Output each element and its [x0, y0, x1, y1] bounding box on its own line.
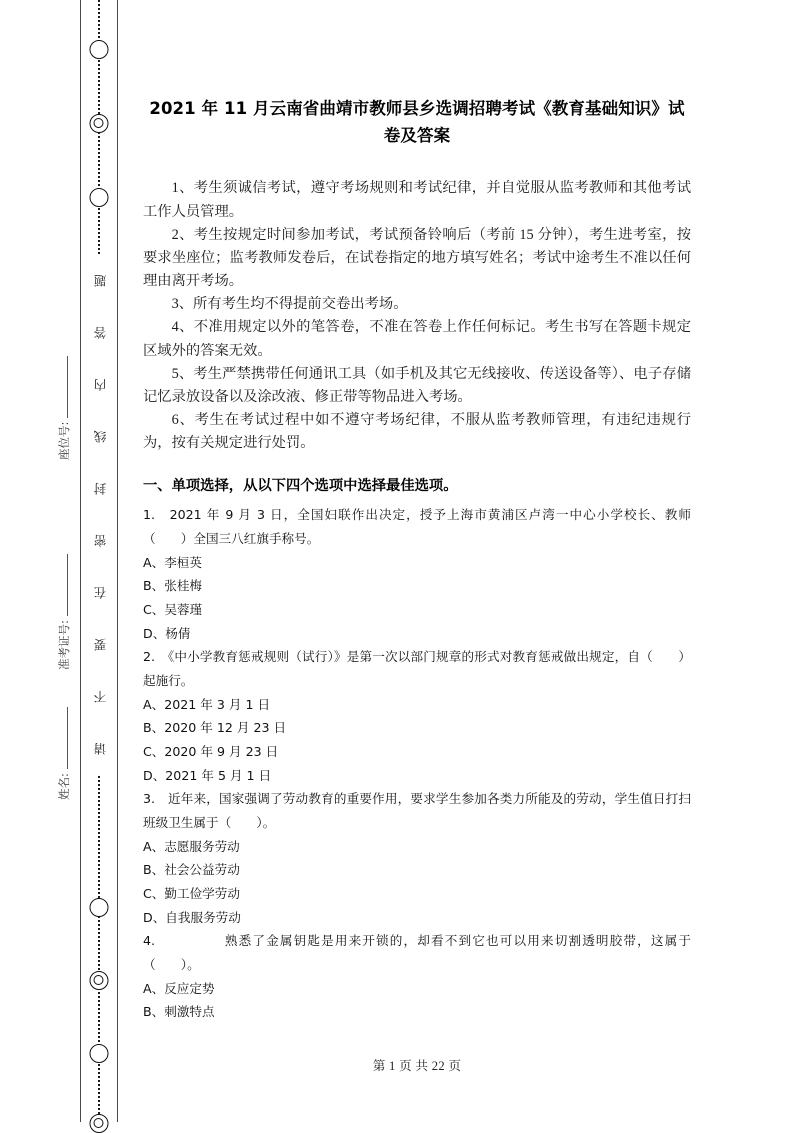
instruction-item: 2、考生按规定时间参加考试，考试预备铃响后（考前 15 分钟），考生进考室，按要求坐座位；监考教师发卷后，在试卷指定的地方填写姓名；考试中途考生不准以任何理由离开考场。	[143, 226, 691, 290]
question-option[interactable]: B、2020 年 12 月 23 日	[143, 720, 287, 736]
seal-char: 请	[89, 722, 111, 774]
exam-instructions	[143, 177, 691, 455]
question-item	[143, 929, 691, 1024]
question-option[interactable]: A、2021 年 3 月 1 日	[143, 696, 271, 712]
question-option[interactable]: B、张桂梅	[143, 578, 203, 594]
seal-character-stack	[81, 254, 119, 774]
info-field-label: 姓名:	[57, 773, 71, 800]
question-item	[143, 503, 691, 645]
question-option[interactable]: B、刺激特点	[143, 1004, 215, 1020]
seal-char: 题	[89, 254, 111, 306]
section-heading-single-choice: 一、单项选择，从以下四个选项中选择最佳选项。	[143, 478, 458, 495]
seal-binding-column	[80, 0, 118, 1122]
instruction-item: 4、不准用规定以外的笔答卷，不准在答卷上作任何标记。考生书写在答题卡规定区域外的答案无效。	[143, 319, 691, 359]
seal-ring-single	[90, 1044, 109, 1063]
document-body	[143, 0, 691, 1024]
question-option[interactable]: C、2020 年 9 月 23 日	[143, 743, 279, 759]
seal-ring-double	[90, 971, 109, 990]
question-stem: 1. 2021 年 9 月 3 日，全国妇联作出决定，授予上海市黄浦区卢湾一中心小学校长、教师（ ）全国三八红旗手称号。	[143, 507, 691, 546]
seal-ring-double	[90, 114, 109, 133]
instruction-item: 6、考生在考试过程中如不遵守考场纪律，不服从监考教师管理，有违纪违规行为，按有关规定进行处罚。	[143, 412, 691, 452]
info-field-rule[interactable]	[66, 356, 68, 418]
seal-char: 内	[89, 358, 111, 410]
question-option[interactable]: D、杨倩	[143, 625, 191, 641]
info-field-name	[56, 600, 72, 800]
seal-char: 答	[89, 306, 111, 358]
question-option[interactable]: A、反应定势	[143, 980, 215, 996]
question-stem: 2. 《中小学教育惩戒规则（试行）》是第一次以部门规章的形式对教育惩戒做出规定，自（ ）起施行。	[143, 649, 691, 688]
question-option[interactable]: C、勤工俭学劳动	[143, 885, 240, 901]
instruction-item: 5、考生严禁携带任何通讯工具（如手机及其它无线接收、传送设备等）、电子存储记忆录放设备以及涂改液、修正带等物品进入考场。	[143, 365, 691, 405]
info-field-label: 座位号:	[57, 421, 71, 460]
page-footer: 第 1 页 共 22 页	[372, 1059, 462, 1073]
question-stem: 4. 熟悉了金属钥匙是用来开锁的，却看不到它也可以用来切割透明胶带，这属于（ ）。	[143, 933, 691, 972]
seal-ring-double	[90, 1114, 109, 1133]
instruction-item: 3、所有考生均不得提前交卷出考场。	[171, 296, 408, 313]
seal-char: 密	[89, 514, 111, 566]
seal-char: 要	[89, 618, 111, 670]
question-stem: 3. 近年来，国家强调了劳动教育的重要作用，要求学生参加各类力所能及的劳动，学生值日打扫班级卫生属于（ ）。	[143, 791, 691, 830]
seal-char: 在	[89, 566, 111, 618]
question-option[interactable]: A、李桓英	[143, 554, 202, 570]
page-title: 2021 年 11 月云南省曲靖市教师县乡选调招聘考试《教育基础知识》试卷及答案	[149, 99, 685, 145]
instruction-item: 1、考生须诚信考试，遵守考场规则和考试纪律，并自觉服从监考教师和其他考试工作人员管理。	[143, 180, 691, 220]
question-option[interactable]: D、2021 年 5 月 1 日	[143, 767, 272, 783]
seal-char: 封	[89, 462, 111, 514]
question-item	[143, 645, 691, 787]
question-option[interactable]: A、志愿服务劳动	[143, 838, 240, 854]
seal-ring-single	[90, 188, 109, 207]
question-option[interactable]: D、自我服务劳动	[143, 909, 241, 925]
seal-char: 线	[89, 410, 111, 462]
seal-char: 不	[89, 670, 111, 722]
seal-ring-single	[90, 898, 109, 917]
seal-ring-single	[90, 40, 109, 59]
question-option[interactable]: C、吴蓉瑾	[143, 601, 203, 617]
question-item	[143, 787, 691, 929]
info-field-rule[interactable]	[66, 707, 68, 769]
question-option[interactable]: B、社会公益劳动	[143, 862, 240, 878]
info-field-label: 准考证号:	[57, 620, 71, 670]
info-field-seat-number	[56, 260, 72, 460]
